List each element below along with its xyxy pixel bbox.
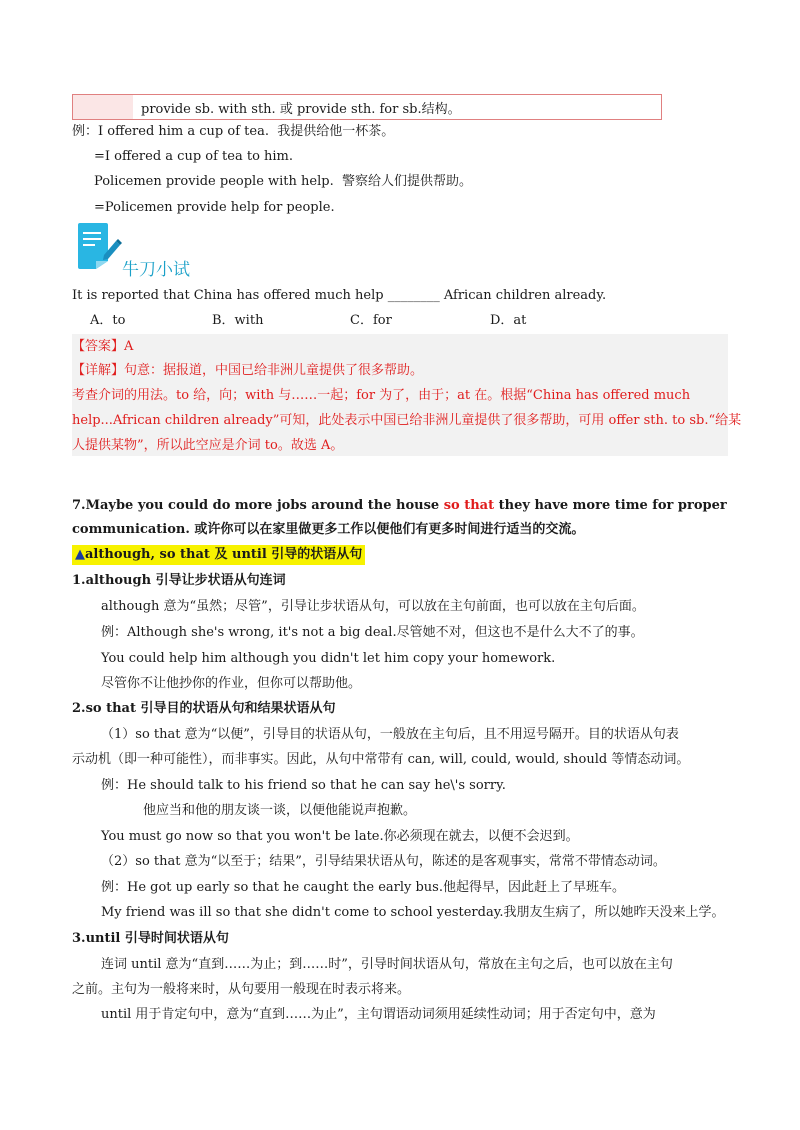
- detail-line-3: help...African children already”可知，此处表示中国已给非洲儿童提供了很多帮助，可用 offer sth. to sb.“给某: [72, 413, 742, 428]
- option-c: C．for: [350, 313, 392, 328]
- detail-line-2: 考查介词的用法。to 给，向；with 与……一起；for 为了，由于；at 在。根据“China has offered much: [72, 388, 691, 403]
- option-d: D．at: [490, 313, 527, 328]
- note-box: [72, 94, 662, 120]
- note-box-text: provide sb. with sth. 或 provide sth. for sb.结构。: [141, 102, 461, 117]
- so-that-para-2: 示动机（即一种可能性），而非事实。因此，从句中常带有 can, will, could, would, should 等情态动词。: [72, 752, 690, 767]
- so-that-para-1: （1）so that 意为“以便”，引导目的状语从句，一般放在主句后，且不用逗号隔开。目的状语从句表: [101, 727, 679, 742]
- notepad-pencil-icon: [76, 221, 122, 271]
- example-1-alt: =I offered a cup of tea to him.: [94, 149, 294, 164]
- so-that-para-6: （2）so that 意为“以至于；结果”，引导结果状语从句，陈述的是客观事实，常常不带情态动词。: [101, 854, 666, 869]
- detail-line-1: 【详解】句意：据报道，中国已给非洲儿童提供了很多帮助。: [72, 363, 424, 378]
- question-text: It is reported that China has offered much help ________ African children already.: [72, 288, 607, 303]
- so-that-para-5: You must go now so that you won't be late.你必须现在就去，以便不会迟到。: [101, 829, 579, 844]
- detail-line-4: 人提供某物”，所以此空应是介词 to。故选 A。: [72, 438, 344, 453]
- until-para-1: 连词 until 意为“直到……为止；到……时”，引导时间状语从句，常放在主句之后，也可以放在主句: [101, 957, 673, 972]
- so-that-para-4: 他应当和他的朋友谈一谈，以便他能说声抱歉。: [143, 803, 417, 818]
- heading-although: 1.although 引导让步状语从句连词: [72, 573, 286, 588]
- so-that-para-8: My friend was ill so that she didn't come to school yesterday.我朋友生病了，所以她昨天没来上学。: [101, 905, 725, 920]
- option-a: A．to: [90, 313, 126, 328]
- highlight-heading: ▲although, so that 及 until 引导的状语从句: [72, 545, 365, 565]
- section-title: 牛刀小试: [122, 260, 190, 280]
- heading-so-that: 2.so that 引导目的状语从句和结果状语从句: [72, 701, 336, 716]
- triangle-icon: ▲: [75, 547, 85, 562]
- until-para-3: until 用于肯定句中，意为“直到……为止”，主句谓语动词须用延续性动词；用于否定句中，意为: [101, 1007, 656, 1022]
- answer-line: 【答案】A: [72, 339, 134, 354]
- although-para-4: 尽管你不让他抄你的作业，但你可以帮助他。: [101, 676, 362, 691]
- so-that-keyword: so that: [443, 498, 499, 513]
- example-2-alt: =Policemen provide help for people.: [94, 200, 335, 215]
- until-para-2: 之前。主句为一般将来时，从句要用一般现在时表示将来。: [72, 982, 411, 997]
- heading-until: 3.until 引导时间状语从句: [72, 931, 229, 946]
- although-para-2: 例：Although she's wrong, it's not a big deal.尽管她不对，但这也不是什么大不了的事。: [101, 625, 644, 640]
- sentence-7-line-1: 7.Maybe you could do more jobs around the house so that they have more time for proper: [72, 498, 727, 513]
- option-b: B．with: [212, 313, 264, 328]
- so-that-para-7: 例：He got up early so that he caught the early bus.他起得早，因此赶上了早班车。: [101, 880, 625, 895]
- although-para-1: although 意为“虽然；尽管”，引导让步状语从句，可以放在主句前面，也可以放在主句后面。: [101, 599, 645, 614]
- although-para-3: You could help him although you didn't let him copy your homework.: [101, 651, 556, 666]
- so-that-para-3: 例：He should talk to his friend so that he can say he\'s sorry.: [101, 778, 506, 793]
- example-1: 例：I offered him a cup of tea. 我提供给他一杯茶。: [72, 124, 395, 139]
- example-2: Policemen provide people with help. 警察给人们提供帮助。: [94, 174, 472, 189]
- sentence-7-line-2: communication. 或许你可以在家里做更多工作以便他们有更多时间进行适当的交流。: [72, 522, 585, 537]
- note-box-label-cell: [73, 95, 133, 119]
